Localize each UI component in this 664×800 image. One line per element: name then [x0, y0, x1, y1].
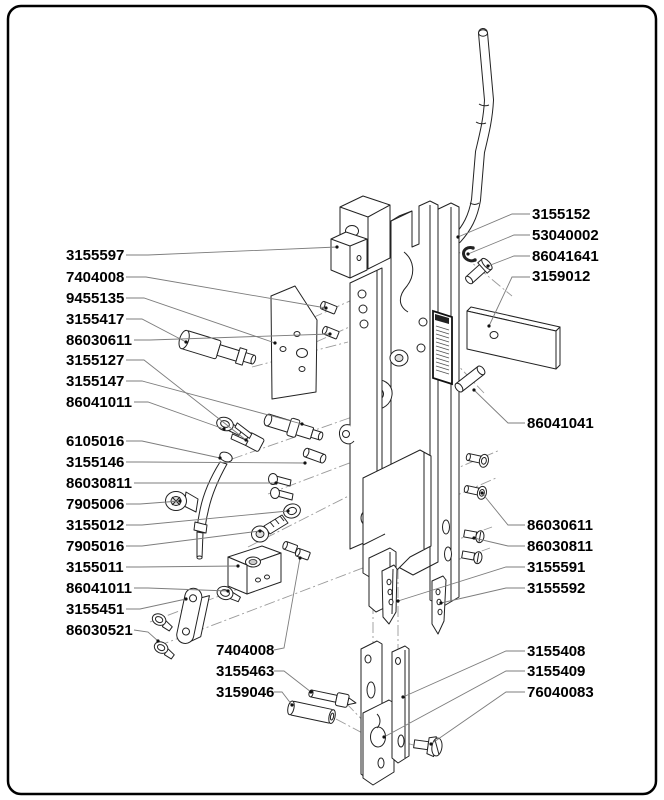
- part-number-label: 3155012: [66, 517, 125, 534]
- leader-dot: [303, 461, 306, 464]
- part-number-label: 3155152: [532, 206, 591, 223]
- part-number-label: 7404008: [66, 269, 125, 286]
- leader-dot: [328, 332, 331, 335]
- part-number-label: 76040083: [527, 684, 594, 701]
- leader-dot: [472, 388, 475, 391]
- leader-dot: [401, 695, 404, 698]
- part-number-label: 86030811: [66, 475, 132, 492]
- part-number-label: 3155463: [216, 663, 275, 680]
- part-number-label: 86041041: [527, 415, 594, 432]
- part-number-label: 3155146: [66, 454, 125, 471]
- part-number-label: 6105016: [66, 433, 125, 450]
- leader-dot: [236, 564, 239, 567]
- leader-dot: [156, 639, 159, 642]
- leader-dot: [258, 529, 261, 532]
- leader-dot: [274, 481, 277, 484]
- leader-dot: [456, 235, 459, 238]
- part-number-label: 7905006: [66, 496, 125, 513]
- leader-dot: [480, 491, 483, 494]
- part-number-label: 3155417: [66, 311, 125, 328]
- leader-dot: [396, 599, 399, 602]
- leader-dot: [466, 252, 469, 255]
- leader-dot: [335, 245, 338, 248]
- part-number-label: 86030611: [66, 332, 132, 349]
- leader-dot: [439, 601, 442, 604]
- part-number-label: 3155408: [527, 643, 586, 660]
- part-number-label: 7905016: [66, 538, 125, 555]
- leader-dot: [178, 499, 181, 502]
- leader-dot: [244, 438, 247, 441]
- leader-dot: [429, 742, 432, 745]
- part-number-label: 86041011: [66, 580, 132, 597]
- leader-dot: [218, 456, 221, 459]
- leader-dot: [309, 690, 312, 693]
- part-number-label: 3155147: [66, 373, 125, 390]
- part-number-label: 3155592: [527, 580, 586, 597]
- part-number-label: 86041641: [532, 248, 599, 265]
- part-number-label: 53040002: [532, 227, 599, 244]
- leader-dot: [486, 264, 489, 267]
- part-number-label: 3155011: [66, 559, 124, 576]
- leader-dot: [226, 589, 229, 592]
- leader-dot: [184, 340, 187, 343]
- part-number-label: 3155127: [66, 352, 125, 369]
- part-number-label: 3155597: [66, 247, 125, 264]
- part-number-label: 86041011: [66, 394, 132, 411]
- part-number-label: 3155451: [66, 601, 125, 618]
- part-number-label: 3155591: [527, 559, 586, 576]
- part-number-label: 3159012: [532, 268, 591, 285]
- leader-dot: [290, 703, 293, 706]
- part-number-label: 86030811: [527, 538, 593, 555]
- leader-dot: [184, 597, 187, 600]
- leader-dot: [487, 324, 490, 327]
- part-number-label: 9455135: [66, 290, 125, 307]
- leader-dot: [286, 509, 289, 512]
- leader-dot: [300, 422, 303, 425]
- part-number-label: 3159046: [216, 684, 275, 701]
- part-number-label: 3155409: [527, 663, 586, 680]
- body-sticker: [433, 311, 452, 384]
- leader-dot: [298, 556, 301, 559]
- leader-dot: [273, 341, 276, 344]
- leader-dot: [472, 536, 475, 539]
- leader-dot: [324, 306, 327, 309]
- part-number-label: 7404008: [216, 642, 275, 659]
- part-number-label: 86030521: [66, 622, 133, 639]
- leader-dot: [222, 427, 225, 430]
- leader-dot: [382, 735, 385, 738]
- part-number-label: 86030611: [527, 517, 593, 534]
